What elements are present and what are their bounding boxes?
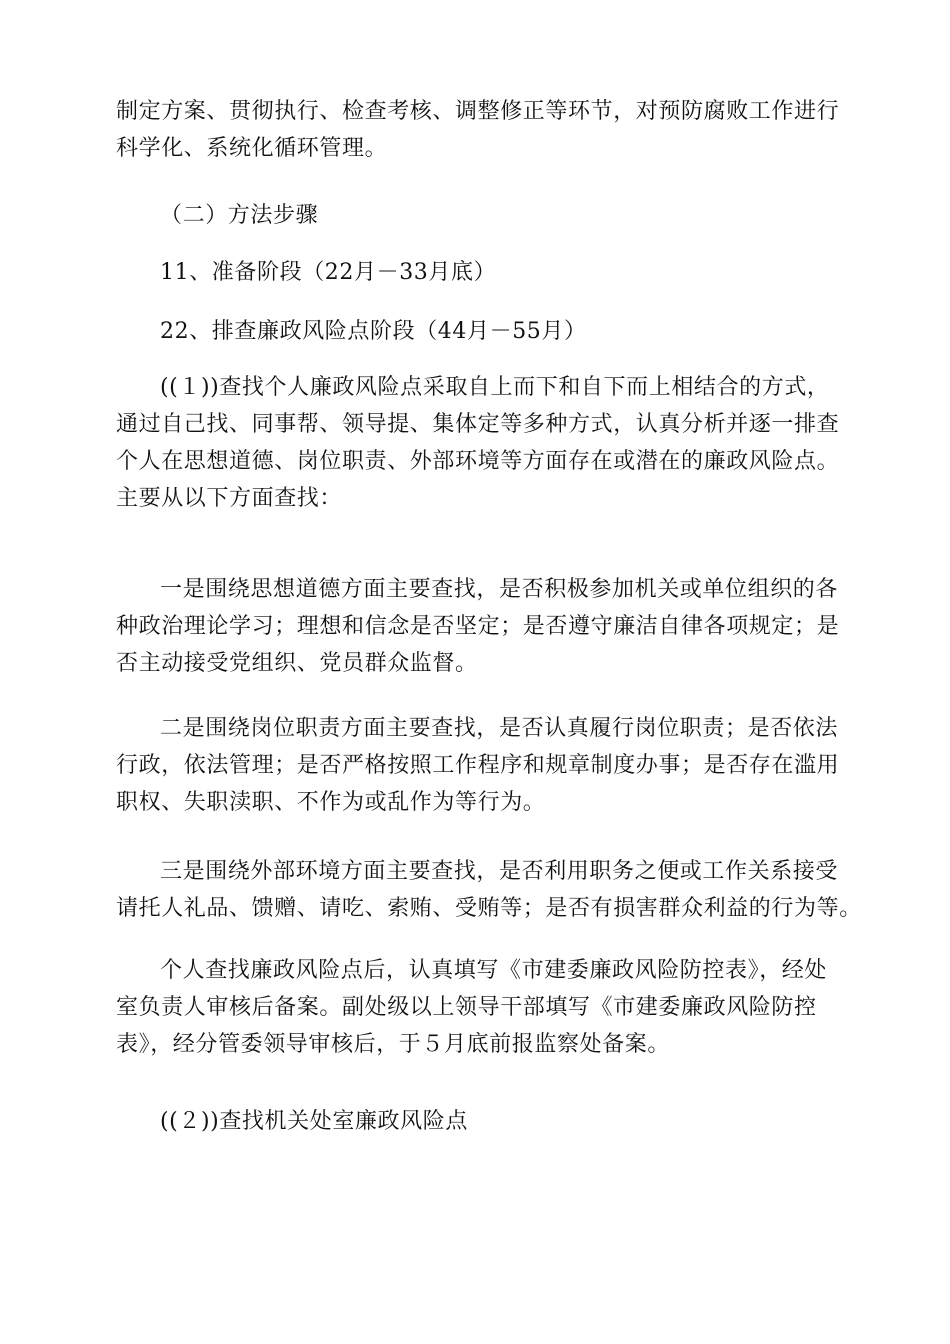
paragraph-environment <box>116 853 862 927</box>
paragraph-ideology <box>116 571 856 682</box>
text-line: 职权、失职渎职、不作为或乱作为等行为。 <box>116 790 546 815</box>
text-line: 个人查找廉政风险点后，认真填写《市建委廉政风险防控表》，经处 <box>160 958 828 983</box>
text-line: 室负责人审核后备案。副处级以上领导干部填写《市建委廉政风险防控 <box>116 995 817 1020</box>
section-heading <box>160 197 900 234</box>
step-heading-2 <box>160 313 900 350</box>
text-line: （二）方法步骤 <box>160 203 319 228</box>
text-line: ((１))查找个人廉政风险点采取自上而下和自下而上相结合的方式， <box>160 375 830 400</box>
text-line: 三是围绕外部环境方面主要查找，是否利用职务之便或工作关系接受 <box>160 859 839 884</box>
text-line: 一是围绕思想道德方面主要查找，是否积极参加机关或单位组织的各 <box>160 577 839 602</box>
paragraph-personal-risk <box>116 369 856 517</box>
paragraph-duties <box>116 710 856 821</box>
step-heading-1 <box>160 254 900 291</box>
text-line: 请托人礼品、馈赠、请吃、索贿、受贿等；是否有损害群众利益的行为等。 <box>116 896 862 921</box>
text-line: 二是围绕岗位职责方面主要查找，是否认真履行岗位职责；是否依法 <box>160 716 839 741</box>
text-line: 行政，依法管理；是否严格按照工作程序和规章制度办事；是否存在滥用 <box>116 753 840 778</box>
paragraph-continuation <box>116 93 856 167</box>
text-line: 主要从以下方面查找： <box>116 486 343 511</box>
text-line: 科学化、系统化循环管理。 <box>116 136 388 161</box>
text-line: 个人在思想道德、岗位职责、外部环境等方面存在或潜在的廉政风险点。 <box>116 449 840 474</box>
paragraph-filing <box>116 952 856 1063</box>
text-line: 否主动接受党组织、党员群众监督。 <box>116 651 478 676</box>
text-line: 11、准备阶段（22月－33月底） <box>160 260 497 285</box>
text-line: 通过自己找、同事帮、领导提、集体定等多种方式，认真分析并逐一排查 <box>116 412 840 437</box>
step-heading-office <box>160 1103 900 1140</box>
text-line: ((２))查找机关处室廉政风险点 <box>160 1109 468 1134</box>
text-line: 表》，经分管委领导审核后，于５月底前报监察处备案。 <box>116 1032 671 1057</box>
text-line: 22、排查廉政风险点阶段（44月－55月） <box>160 319 587 344</box>
text-line: 制定方案、贯彻执行、检查考核、调整修正等环节，对预防腐败工作进行 <box>116 99 840 124</box>
text-line: 种政治理论学习；理想和信念是否坚定；是否遵守廉洁自律各项规定；是 <box>116 614 840 639</box>
